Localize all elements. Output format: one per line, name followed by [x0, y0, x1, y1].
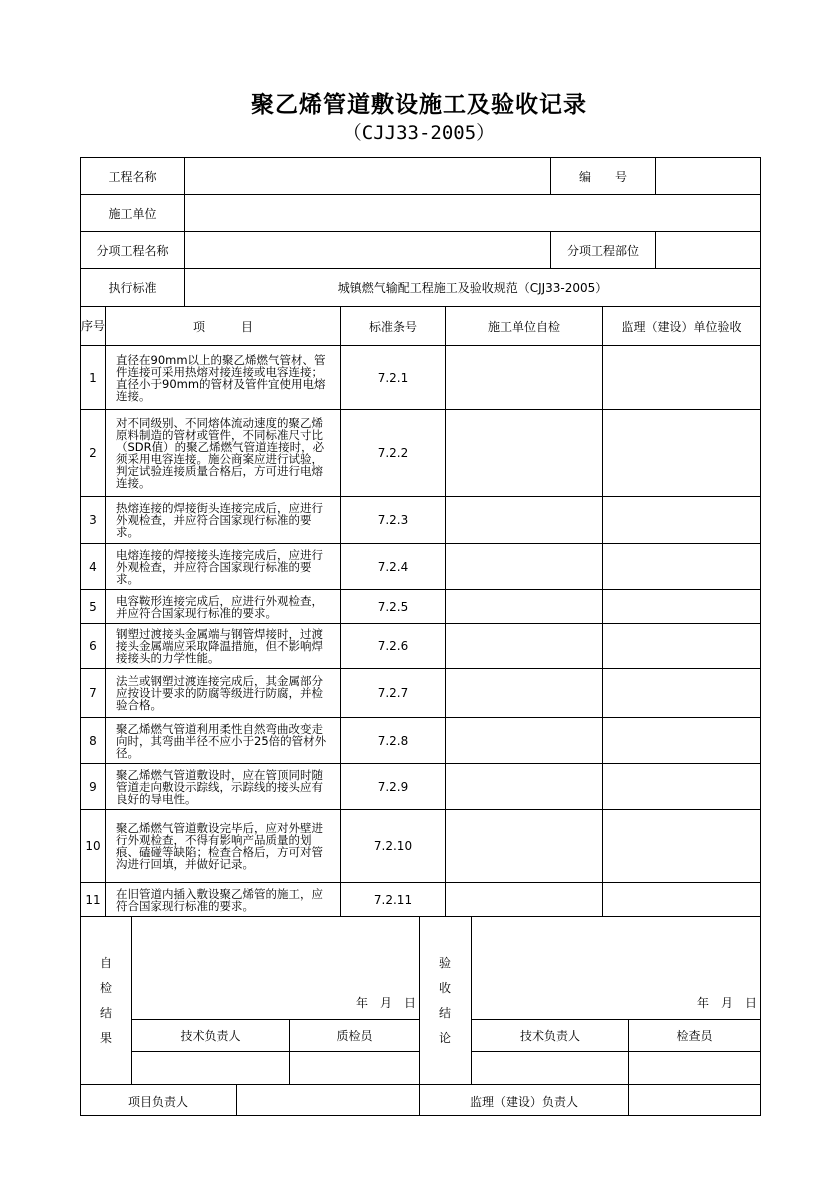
- row-item-text: 电容鞍形连接完成后，应进行外观检查，并应符合国家现行标准的要求。: [106, 590, 341, 624]
- row-item-text: 聚乙烯燃气管道利用柔性自然弯曲改变走向时，其弯曲半径不应小于25倍的管材外径。: [106, 718, 341, 764]
- row-number: 2: [81, 410, 106, 497]
- row-self-check-cell[interactable]: [446, 669, 603, 718]
- number-label: 编 号: [551, 158, 656, 195]
- row-clause: 7.2.10: [341, 810, 446, 883]
- row-supervision-cell[interactable]: [603, 346, 761, 410]
- row-supervision-cell[interactable]: [603, 810, 761, 883]
- divider: [471, 1019, 760, 1020]
- acceptance-inspector-label: 检查员: [676, 1029, 713, 1043]
- row-supervision-cell[interactable]: [603, 544, 761, 590]
- divider: [419, 916, 420, 1115]
- table-row: [81, 810, 761, 883]
- acceptance-result-label: 验 收 结 论: [438, 956, 451, 1045]
- row-self-check-cell[interactable]: [446, 883, 603, 917]
- row-supervision-cell[interactable]: [603, 624, 761, 669]
- table-row: [81, 718, 761, 764]
- table-row: [81, 410, 761, 497]
- row-supervision-cell[interactable]: [603, 590, 761, 624]
- self-result-date: 年 月 日: [355, 996, 416, 1010]
- row-clause: 7.2.7: [341, 669, 446, 718]
- standard-value: 城镇燃气输配工程施工及验收规范（CJJ33-2005）: [185, 269, 761, 307]
- results-border: [80, 916, 761, 1116]
- table-row: [81, 590, 761, 624]
- divider: [628, 1084, 629, 1115]
- row-self-check-cell[interactable]: [446, 590, 603, 624]
- row-clause: 7.2.5: [341, 590, 446, 624]
- row-self-check-cell[interactable]: [446, 497, 603, 544]
- row-supervision-cell[interactable]: [603, 718, 761, 764]
- row-clause: 7.2.8: [341, 718, 446, 764]
- row-self-check-cell[interactable]: [446, 410, 603, 497]
- document-title: 聚乙烯管道敷设施工及验收记录: [251, 92, 587, 118]
- supervisor-label: 监理（建设）负责人: [469, 1095, 578, 1109]
- standard-label: 执行标准: [81, 269, 185, 307]
- row-number: 6: [81, 624, 106, 669]
- divider: [131, 1051, 419, 1052]
- divider: [236, 1084, 237, 1115]
- row-clause: 7.2.3: [341, 497, 446, 544]
- row-self-check-cell[interactable]: [446, 624, 603, 669]
- inspection-table: [80, 306, 761, 917]
- sub-project-name-value[interactable]: [185, 232, 551, 269]
- row-self-check-cell[interactable]: [446, 718, 603, 764]
- row-clause: 7.2.4: [341, 544, 446, 590]
- construction-unit-label: 施工单位: [81, 195, 185, 232]
- row-number: 11: [81, 883, 106, 917]
- sub-project-part-value[interactable]: [656, 232, 761, 269]
- row-number: 1: [81, 346, 106, 410]
- row-item-text: 法兰或钢塑过渡连接完成后，其金属部分应按设计要求的防腐等级进行防腐，并检验合格。: [106, 669, 341, 718]
- header-table: [80, 157, 761, 307]
- row-self-check-cell[interactable]: [446, 810, 603, 883]
- table-row: [81, 883, 761, 917]
- col-seq-header: 序号: [81, 307, 106, 346]
- row-clause: 7.2.1: [341, 346, 446, 410]
- row-supervision-cell[interactable]: [603, 410, 761, 497]
- project-name-label: 工程名称: [81, 158, 185, 195]
- sub-project-name-label: 分项工程名称: [81, 232, 185, 269]
- results-section: [80, 916, 760, 1116]
- col-supervision-header: 监理（建设）单位验收: [603, 307, 761, 346]
- row-clause: 7.2.11: [341, 883, 446, 917]
- row-number: 9: [81, 764, 106, 810]
- divider: [471, 1051, 760, 1052]
- self-tech-lead-label: 技术负责人: [180, 1029, 241, 1043]
- construction-unit-value[interactable]: [185, 195, 761, 232]
- row-item-text: 钢塑过渡接头金属端与钢管焊接时，过渡接头金属端应采取降温措施，但不影响焊接接头的力学性能。: [106, 624, 341, 669]
- row-item-text: 直径在90mm以上的聚乙烯燃气管材、管件连接可采用热熔对接连接或电容连接；直径小于90mm的管材及管件宜使用电熔连接。: [106, 346, 341, 410]
- row-supervision-cell[interactable]: [603, 764, 761, 810]
- row-clause: 7.2.6: [341, 624, 446, 669]
- table-row: [81, 764, 761, 810]
- column-header-row: [81, 307, 761, 346]
- row-self-check-cell[interactable]: [446, 764, 603, 810]
- row-item-text: 对不同级别、不同熔体流动速度的聚乙烯原料制造的管材或管件，不同标准尺寸比（SDR值）的聚乙烯燃气管道连接时，必须采用电容连接。施公商案应进行试验，判定试验连接质量合格后，方可进行电熔连接。: [106, 410, 341, 497]
- row-self-check-cell[interactable]: [446, 346, 603, 410]
- row-supervision-cell[interactable]: [603, 669, 761, 718]
- row-self-check-cell[interactable]: [446, 544, 603, 590]
- number-value[interactable]: [656, 158, 761, 195]
- acceptance-tech-lead-label: 技术负责人: [519, 1029, 580, 1043]
- row-clause: 7.2.9: [341, 764, 446, 810]
- col-clause-header: 标准条号: [341, 307, 446, 346]
- col-self-check-header: 施工单位自检: [446, 307, 603, 346]
- row-supervision-cell[interactable]: [603, 883, 761, 917]
- project-manager-label: 项目负责人: [127, 1095, 188, 1109]
- row-item-text: 在旧管道内插入敷设聚乙烯管的施工，应符合国家现行标准的要求。: [106, 883, 341, 917]
- row-item-text: 电熔连接的焊接接头连接完成后，应进行外观检查，并应符合国家现行标准的要求。: [106, 544, 341, 590]
- row-number: 3: [81, 497, 106, 544]
- divider: [80, 1084, 760, 1085]
- acceptance-result-date: 年 月 日: [696, 996, 757, 1010]
- self-qc-label: 质检员: [336, 1029, 373, 1043]
- row-item-text: 热熔连接的焊接街头连接完成后，应进行外观检查，并应符合国家现行标准的要求。: [106, 497, 341, 544]
- row-number: 8: [81, 718, 106, 764]
- table-row: [81, 624, 761, 669]
- project-name-value[interactable]: [185, 158, 551, 195]
- divider: [131, 1019, 419, 1020]
- table-row: [81, 497, 761, 544]
- table-row: [81, 346, 761, 410]
- table-row: [81, 669, 761, 718]
- row-number: 10: [81, 810, 106, 883]
- col-item-header: 项 目: [106, 307, 341, 346]
- row-clause: 7.2.2: [341, 410, 446, 497]
- row-item-text: 聚乙烯燃气管道敷设完毕后，应对外壁进行外观检查，不得有影响产品质量的划痕、磕碰等缺陷；检查合格后，方可对管沟进行回填，并做好记录。: [106, 810, 341, 883]
- sub-project-part-label: 分项工程部位: [551, 232, 656, 269]
- row-supervision-cell[interactable]: [603, 497, 761, 544]
- table-row: [81, 544, 761, 590]
- row-number: 7: [81, 669, 106, 718]
- row-item-text: 聚乙烯燃气管道敷设时，应在管顶同时随管道走向敷设示踪线，示踪线的接头应有良好的导电性。: [106, 764, 341, 810]
- self-result-label: 自 检 结 果: [99, 956, 112, 1045]
- row-number: 5: [81, 590, 106, 624]
- row-number: 4: [81, 544, 106, 590]
- document-subtitle: （CJJ33-2005）: [342, 122, 496, 144]
